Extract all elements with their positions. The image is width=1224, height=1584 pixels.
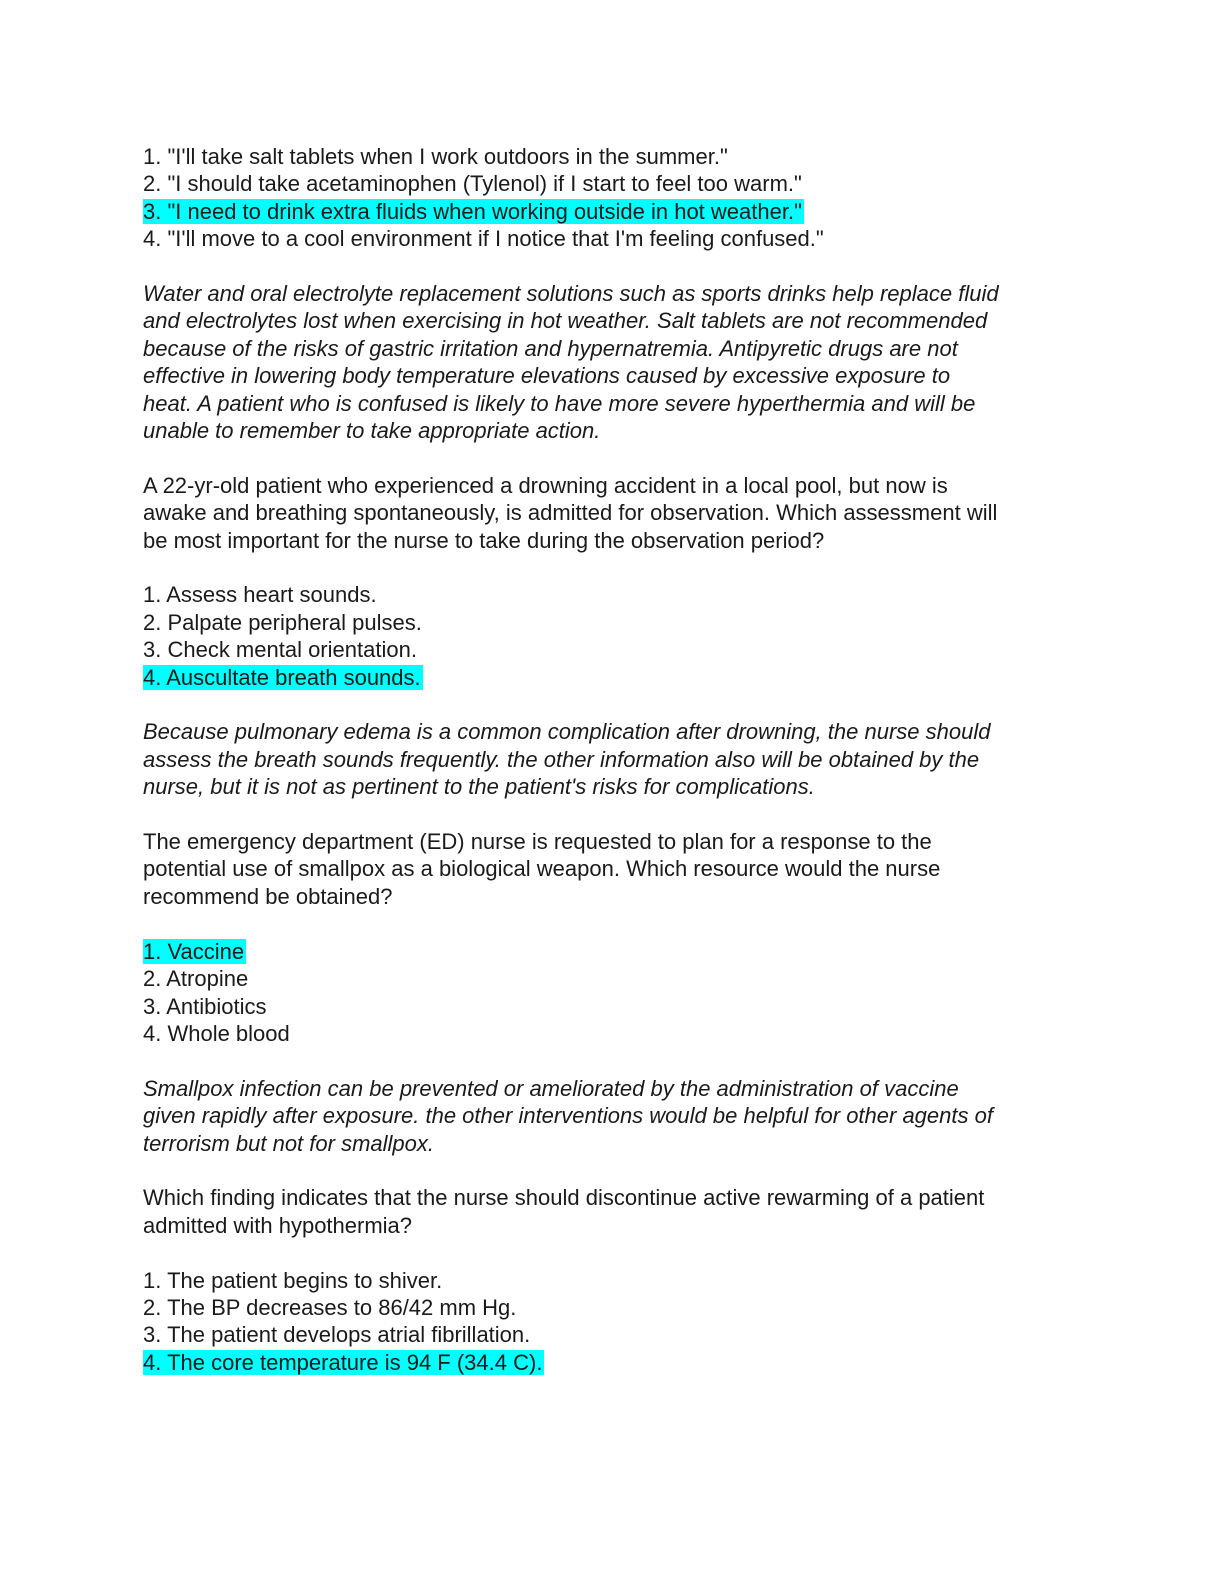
answer-option xyxy=(143,965,1083,992)
answer-option xyxy=(143,198,1083,225)
highlighted-answer: 4. The core temperature is 94 F (34.4 C). xyxy=(143,1349,543,1375)
paragraph-gap xyxy=(143,910,1083,937)
answer-option xyxy=(143,1020,1083,1047)
rationale-line: assess the breath sounds frequently. the other information also will be obtained by the xyxy=(143,746,980,772)
answer-text: 3. Antibiotics xyxy=(143,993,267,1019)
question-line: recommend be obtained? xyxy=(143,883,393,909)
answer-option xyxy=(143,1321,1083,1348)
answer-option xyxy=(143,170,1083,197)
rationale-line: given rapidly after exposure. the other interventions would be helpful for other agents of xyxy=(143,1103,993,1129)
rationale-paragraph xyxy=(143,280,1083,444)
paragraph-gap xyxy=(143,691,1083,718)
question-line: potential use of smallpox as a biological weapon. Which resource would the nurse xyxy=(143,856,941,882)
answer-option xyxy=(143,143,1083,170)
answer-text: 4. Whole blood xyxy=(143,1020,290,1046)
answer-option xyxy=(143,225,1083,252)
highlighted-answer: 4. Auscultate breath sounds. xyxy=(143,664,421,690)
paragraph-gap xyxy=(143,1239,1083,1266)
rationale-line: heat. A patient who is confused is likely to have more severe hyperthermia and will be xyxy=(143,390,976,416)
answer-options xyxy=(143,1267,1083,1377)
question-line: be most important for the nurse to take during the observation period? xyxy=(143,527,825,553)
answer-text: 2. Palpate peripheral pulses. xyxy=(143,609,422,635)
answer-option xyxy=(143,1349,1083,1376)
rationale-line: nurse, but it is not as pertinent to the patient's risks for complications. xyxy=(143,774,815,800)
rationale-line: Water and oral electrolyte replacement solutions such as sports drinks help replace fluid xyxy=(143,281,999,307)
rationale-paragraph xyxy=(143,1075,1083,1157)
rationale-line: Because pulmonary edema is a common complication after drowning, the nurse should xyxy=(143,719,991,745)
answer-text: 1. The patient begins to shiver. xyxy=(143,1267,443,1293)
question-stem xyxy=(143,1184,1083,1239)
question-line: The emergency department (ED) nurse is requested to plan for a response to the xyxy=(143,829,932,855)
answer-option xyxy=(143,1267,1083,1294)
rationale-line: terrorism but not for smallpox. xyxy=(143,1130,434,1156)
rationale-line: effective in lowering body temperature elevations caused by excessive exposure to xyxy=(143,363,951,389)
highlighted-answer: 1. Vaccine xyxy=(143,938,245,964)
rationale-line: and electrolytes lost when exercising in hot weather. Salt tablets are not recommended xyxy=(143,308,988,334)
answer-option xyxy=(143,938,1083,965)
paragraph-gap xyxy=(143,253,1083,280)
answer-option xyxy=(143,581,1083,608)
question-line: Which finding indicates that the nurse should discontinue active rewarming of a patient xyxy=(143,1185,985,1211)
rationale-line: unable to remember to take appropriate action. xyxy=(143,418,601,444)
answer-text: 1. Assess heart sounds. xyxy=(143,582,377,608)
answer-option xyxy=(143,664,1083,691)
answer-option xyxy=(143,993,1083,1020)
question-stem xyxy=(143,828,1083,910)
answer-text: 3. The patient develops atrial fibrillation. xyxy=(143,1322,531,1348)
answer-options xyxy=(143,143,1083,253)
answer-options xyxy=(143,938,1083,1048)
highlighted-answer: 3. "I need to drink extra fluids when working outside in hot weather." xyxy=(143,198,802,224)
answer-text: 2. "I should take acetaminophen (Tylenol) if I start to feel too warm." xyxy=(143,171,802,197)
rationale-paragraph xyxy=(143,718,1083,800)
answer-text: 4. "I'll move to a cool environment if I notice that I'm feeling confused." xyxy=(143,226,824,252)
document-body xyxy=(143,143,1083,1376)
answer-text: 2. Atropine xyxy=(143,966,249,992)
answer-text: 1. "I'll take salt tablets when I work outdoors in the summer." xyxy=(143,144,728,169)
answer-text: 2. The BP decreases to 86/42 mm Hg. xyxy=(143,1294,517,1320)
answer-option xyxy=(143,1294,1083,1321)
paragraph-gap xyxy=(143,801,1083,828)
rationale-line: Smallpox infection can be prevented or ameliorated by the administration of vaccine xyxy=(143,1075,959,1101)
answer-option xyxy=(143,636,1083,663)
question-line: A 22-yr-old patient who experienced a drowning accident in a local pool, but now is xyxy=(143,472,948,498)
paragraph-gap xyxy=(143,554,1083,581)
question-line: admitted with hypothermia? xyxy=(143,1212,413,1238)
rationale-line: because of the risks of gastric irritation and hypernatremia. Antipyretic drugs are not xyxy=(143,335,958,361)
paragraph-gap xyxy=(143,1157,1083,1184)
answer-options xyxy=(143,581,1083,691)
paragraph-gap xyxy=(143,1047,1083,1074)
answer-text: 3. Check mental orientation. xyxy=(143,637,417,663)
question-stem xyxy=(143,472,1083,554)
question-line: awake and breathing spontaneously, is admitted for observation. Which assessment will xyxy=(143,500,998,526)
answer-option xyxy=(143,609,1083,636)
paragraph-gap xyxy=(143,444,1083,471)
